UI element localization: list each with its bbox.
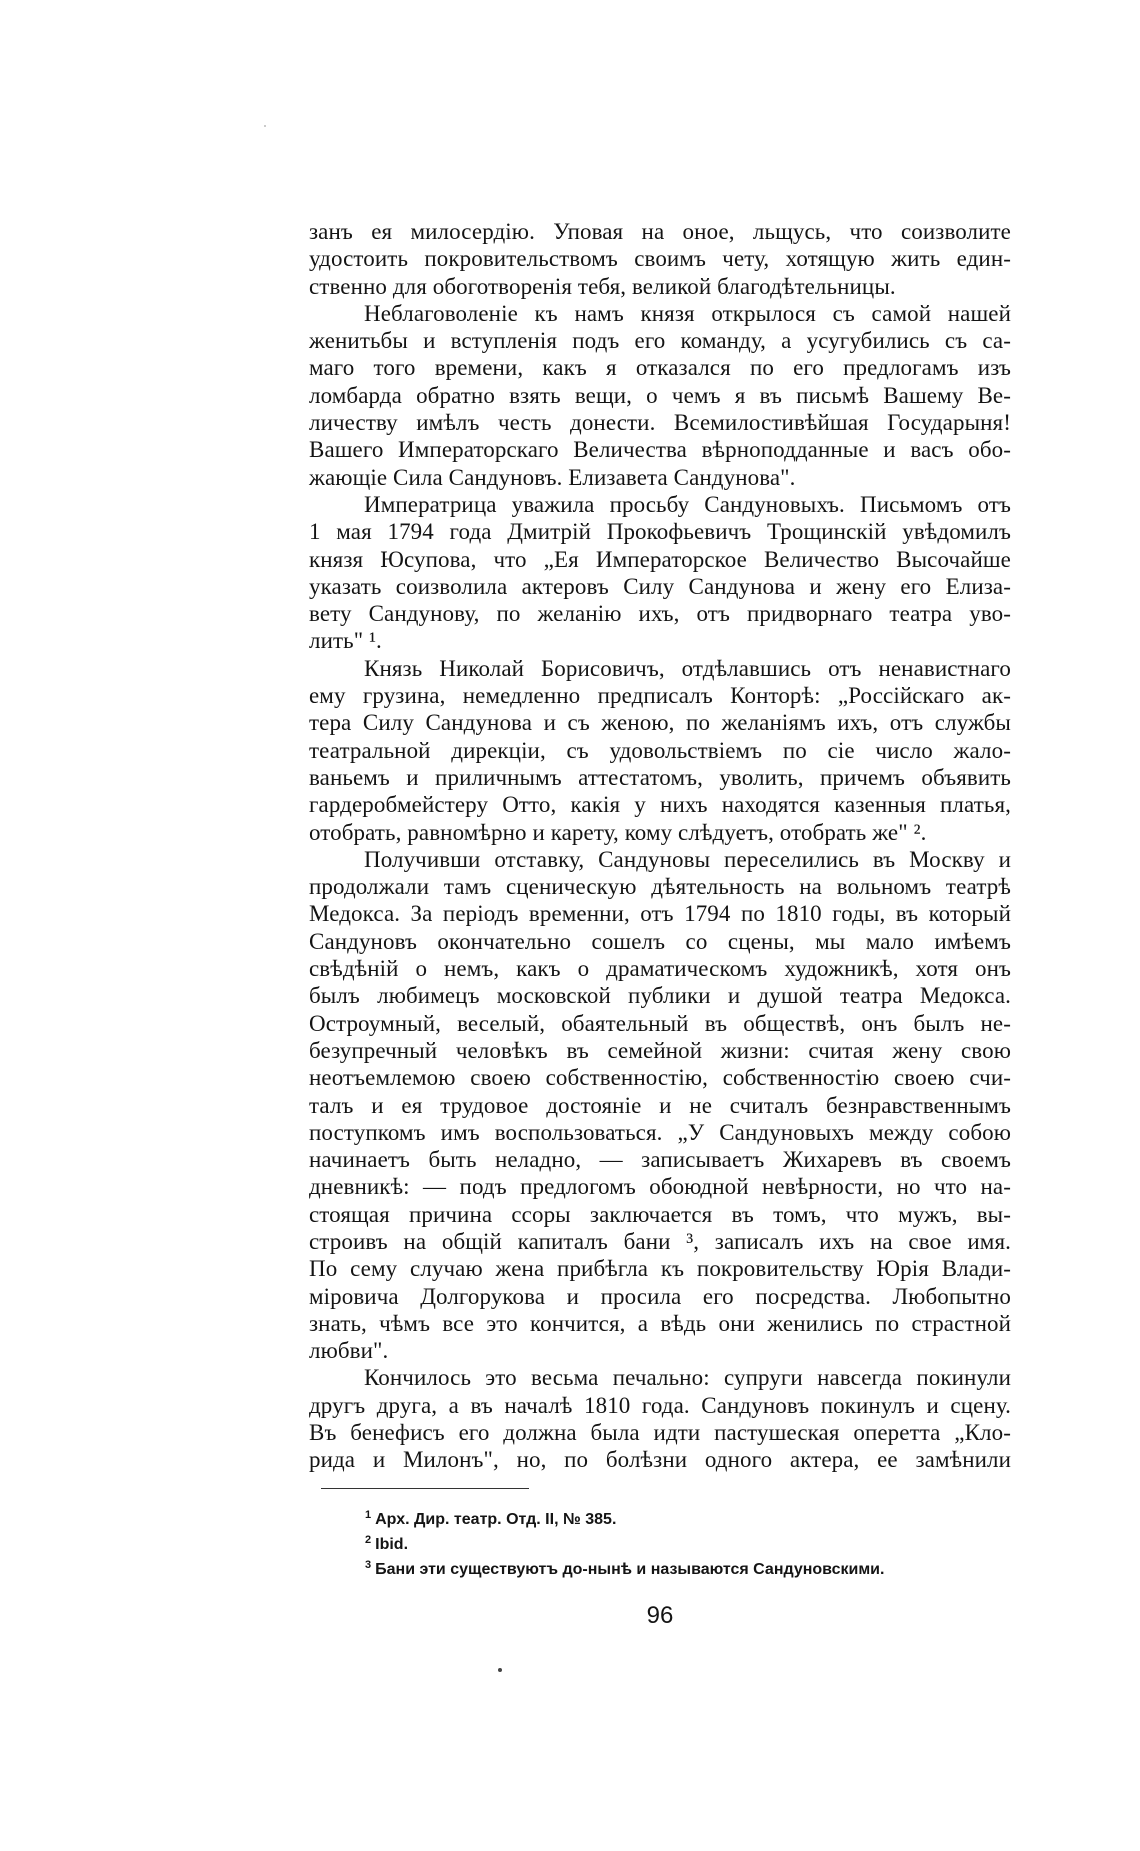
text-line: маго того времени, какъ я отказался по его предлогамъ изъ xyxy=(309,355,1011,381)
footnote-mark: 1 xyxy=(365,1509,372,1521)
scan-speck xyxy=(264,125,266,127)
text-line: Императрица уважила просьбу Сандуновыхъ. Письмомъ отъ xyxy=(364,491,1011,517)
text-line: ственно для обоготворенія тебя, великой благодѣтельницы. xyxy=(309,273,896,299)
text-line: личеству имѣлъ честь донести. Всемилостивѣйшая Государыня! xyxy=(309,410,1011,436)
footnote-divider xyxy=(321,1488,529,1489)
text-line: дневникѣ: — подъ предлогомъ обоюдной невѣрности, но что на- xyxy=(309,1174,1011,1200)
text-line: рида и Милонъ", но, по болѣзни одного актера, ее замѣнили xyxy=(309,1447,1011,1473)
text-line: безупречный человѣкъ въ семейной жизни: считая жену свою xyxy=(309,1037,1011,1063)
text-line: продолжали тамъ сценическую дѣятельность на вольномъ театрѣ xyxy=(309,874,1011,900)
text-line: женитьбы и вступленія подъ его команду, а усугубились съ са- xyxy=(309,328,1011,354)
body-text xyxy=(309,218,1011,1474)
text-line: указать соизволила актеровъ Силу Сандунова и жену его Елиза- xyxy=(309,573,1011,599)
text-line: вету Сандунову, по желанію ихъ, отъ придворнаго театра уво- xyxy=(309,601,1011,627)
footnote-mark: 2 xyxy=(365,1534,372,1546)
text-line: Вашего Императорскаго Величества вѣрноподданные и васъ обо- xyxy=(309,437,1011,463)
text-line: жающіе Сила Сандуновъ. Елизавета Сандунова". xyxy=(309,464,796,490)
footnote-text: Арх. Дир. театр. Отд. II, № 385. xyxy=(375,1511,617,1528)
text-line: стоящая причина ссоры заключается въ томъ, что мужъ, вы- xyxy=(309,1201,1011,1227)
text-line: знать, чѣмъ все это кончится, а вѣдь они женились по страстной xyxy=(309,1310,1011,1336)
text-line: тера Силу Сандунова и съ женою, по желаніямъ ихъ, отъ службы xyxy=(309,710,1011,736)
text-line: талъ и ея трудовое достояніе и не считалъ безнравственнымъ xyxy=(309,1092,1011,1118)
footnote-mark: 3 xyxy=(365,1559,372,1571)
text-line: любви". xyxy=(309,1338,389,1364)
scan-speck xyxy=(498,1668,502,1672)
text-line: другъ друга, а въ началѣ 1810 года. Сандуновъ покинулъ и сцену. xyxy=(309,1392,1011,1418)
footnotes xyxy=(365,1503,965,1578)
text-line: ваньемъ и приличнымъ аттестатомъ, уволить, причемъ объявить xyxy=(309,764,1011,790)
text-line: начинаетъ быть неладно, — записываетъ Жихаревъ въ своемъ xyxy=(309,1147,1011,1173)
text-line: По сему случаю жена прибѣгла къ покровительству Юрія Влади- xyxy=(309,1256,1011,1282)
text-line: Сандуновъ окончательно сошелъ со сцены, мы мало имѣемъ xyxy=(309,928,1011,954)
text-line: удостоить покровительствомъ своимъ чету, хотящую жить един- xyxy=(309,246,1011,272)
text-line: неотъемлемою своею собственностію, собственностію своею счи- xyxy=(309,1065,1011,1091)
text-line: 1 мая 1794 года Дмитрій Прокофьевичъ Трощинскій увѣдомилъ xyxy=(309,519,1011,545)
text-line: свѣдѣній о немъ, какъ о драматическомъ художникѣ, хотя онъ xyxy=(309,956,1011,982)
footnote xyxy=(365,1503,965,1528)
text-line: гардеробмейстеру Отто, какія у нихъ находятся казенныя платья, xyxy=(309,792,1011,818)
page-number: 96 xyxy=(646,1602,674,1629)
text-line: Князь Николай Борисовичъ, отдѣлавшись отъ ненавистнаго xyxy=(364,655,1011,681)
text-line: былъ любимецъ московской публики и душой театра Медокса. xyxy=(309,983,1011,1009)
text-line: занъ ея милосердію. Уповая на оное, льщусь, что соизволите xyxy=(309,219,1011,244)
text-line: Медокса. За періодъ временни, отъ 1794 по 1810 годы, въ который xyxy=(309,901,1011,927)
text-line: міровича Долгорукова и просила его посредства. Любопытно xyxy=(309,1283,1011,1309)
footnote xyxy=(365,1553,965,1578)
footnote-text: Ibid. xyxy=(375,1536,409,1553)
text-line: ему грузина, немедленно предписалъ Конторѣ: „Россійскаго ак- xyxy=(309,683,1011,709)
text-line: Получивши отставку, Сандуновы переселились въ Москву и xyxy=(364,846,1011,872)
text-line: ломбарда обратно взять вещи, о чемъ я въ письмѣ Вашему Ве- xyxy=(309,382,1011,408)
text-line: поступкомъ имъ воспользоваться. „У Сандуновыхъ между собою xyxy=(309,1119,1011,1145)
text-line: Въ бенефисъ его должна была идти пастушеская оперетта „Кло- xyxy=(309,1420,1011,1446)
footnote xyxy=(365,1528,965,1553)
text-line: Неблаговоленіе къ намъ князя открылося съ самой нашей xyxy=(364,300,1011,326)
text-line: отобрать, равномѣрно и карету, кому слѣдуетъ, отобрать же" ². xyxy=(309,819,927,845)
text-line: строивъ на общій капиталъ бани ³, записалъ ихъ на свое имя. xyxy=(309,1228,1011,1254)
text-line: Остроумный, веселый, обаятельный въ обществѣ, онъ былъ не- xyxy=(309,1010,1011,1036)
footnote-text: Бани эти существуютъ до-нынѣ и называются Сандуновскими. xyxy=(375,1561,885,1578)
text-line: лить" ¹. xyxy=(309,628,382,654)
text-line: Кончилось это весьма печально: супруги навсегда покинули xyxy=(364,1365,1011,1391)
text-line: театральной дирекціи, съ удовольствіемъ по сіе число жало- xyxy=(309,737,1011,763)
text-line: князя Юсупова, что „Ея Императорское Величество Высочайше xyxy=(309,546,1011,572)
